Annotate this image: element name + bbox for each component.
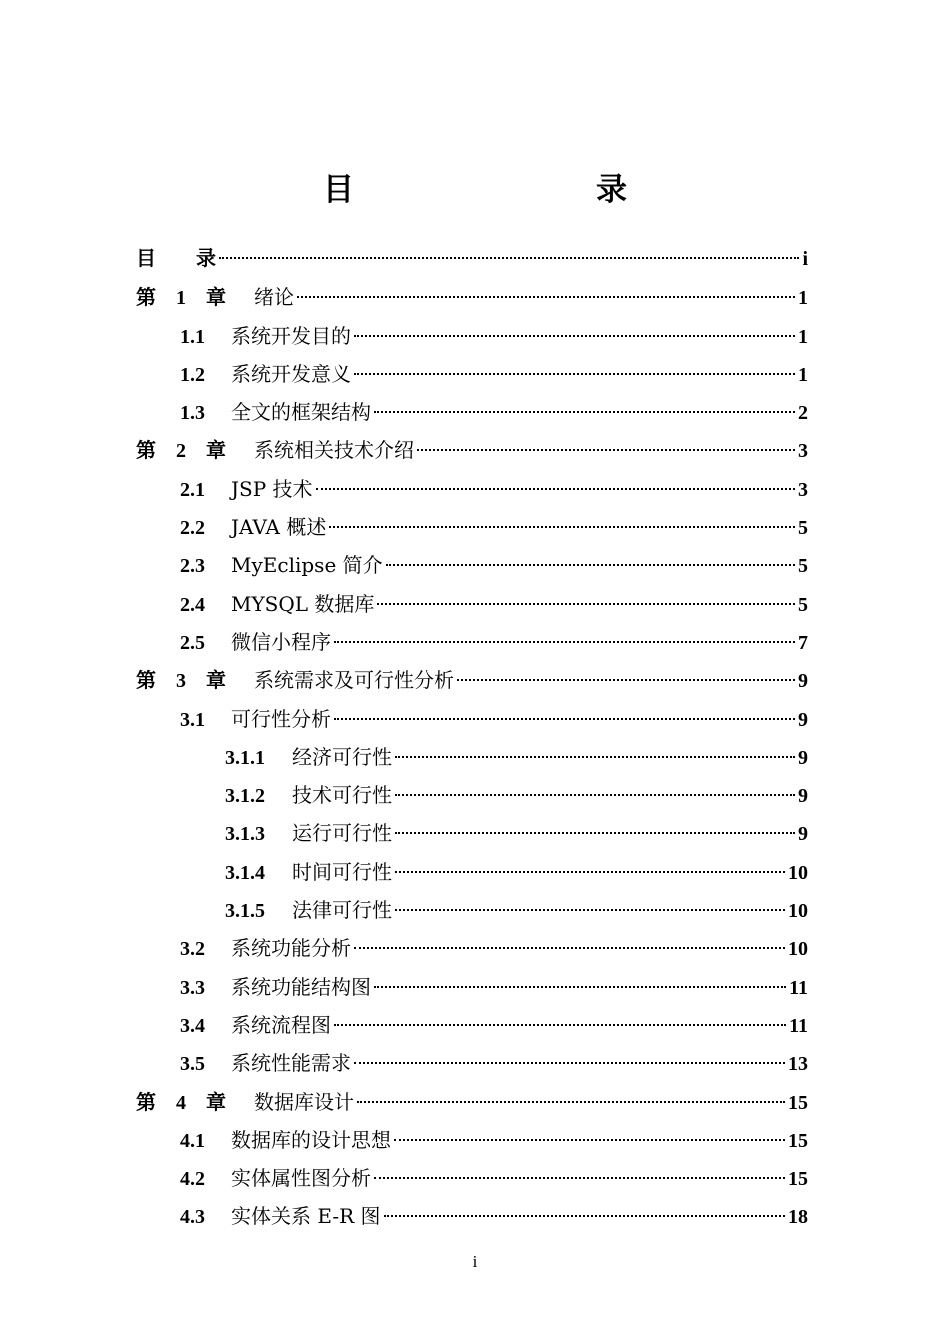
toc-entry-number: 3.1.5 xyxy=(225,900,265,923)
dot-leader xyxy=(384,1215,785,1217)
toc-entry[interactable] xyxy=(136,317,808,355)
toc-entry-number: 1.2 xyxy=(180,363,205,386)
toc-entry-title: 系统需求及可行性分析 xyxy=(254,668,454,693)
dot-leader xyxy=(386,564,795,566)
dot-leader xyxy=(297,296,795,298)
toc-entry-page: 5 xyxy=(798,555,808,578)
toc-entry-number: 3.2 xyxy=(180,938,205,961)
toc-entry-page: 3 xyxy=(798,478,808,501)
toc-entry[interactable] xyxy=(136,738,808,776)
toc-entry-page: 1 xyxy=(798,363,808,386)
toc-entry-title: 系统相关技术介绍 xyxy=(254,438,414,463)
toc-entry-page: 9 xyxy=(798,785,808,808)
toc-entry-title: 全文的框架结构 xyxy=(231,400,371,425)
toc-entry[interactable] xyxy=(136,776,808,814)
toc-entry-title: 微信小程序 xyxy=(231,629,331,654)
toc-entry[interactable] xyxy=(136,1121,808,1159)
toc-entry-number: 1.3 xyxy=(180,402,205,425)
toc-entry-page: 3 xyxy=(798,440,808,463)
toc-entry-title: 时间可行性 xyxy=(292,859,392,884)
toc-entry[interactable] xyxy=(136,1159,808,1197)
toc-entry[interactable] xyxy=(136,585,808,623)
toc-entry-number: 3.1.1 xyxy=(225,746,265,769)
toc-entry-number: 3.1.3 xyxy=(225,823,265,846)
toc-entry-number: 3.5 xyxy=(180,1053,205,1076)
toc-entry-title: 绪论 xyxy=(254,285,294,310)
dot-leader xyxy=(417,449,795,451)
toc-entry-title: 实体关系 E-R 图 xyxy=(231,1204,381,1229)
toc-entry-page: i xyxy=(802,248,808,270)
toc-entry[interactable] xyxy=(136,814,808,852)
dot-leader xyxy=(395,794,795,796)
toc-entry[interactable] xyxy=(136,240,808,278)
dot-leader xyxy=(357,1101,785,1103)
dot-leader xyxy=(457,679,795,681)
toc-entry[interactable] xyxy=(136,355,808,393)
toc-entry-page: 11 xyxy=(789,1014,808,1037)
toc-entry-number: 1.1 xyxy=(180,325,205,348)
toc-entry-page: 2 xyxy=(798,402,808,425)
dot-leader xyxy=(334,1024,786,1026)
toc-entry-number: 第 3 章 xyxy=(136,670,226,693)
toc-entry[interactable] xyxy=(136,508,808,546)
toc-entry-title: 法律可行性 xyxy=(292,898,392,923)
toc-entry-page: 9 xyxy=(798,746,808,769)
toc-entry[interactable] xyxy=(136,546,808,584)
toc-entry[interactable] xyxy=(136,278,808,316)
toc-entry-title: JSP 技术 xyxy=(231,476,313,501)
dot-leader xyxy=(354,1062,785,1064)
toc-entry[interactable] xyxy=(136,431,808,469)
toc-entry-title: 实体属性图分析 xyxy=(231,1166,371,1191)
dot-leader xyxy=(395,832,795,834)
dot-leader xyxy=(394,1139,785,1141)
dot-leader xyxy=(316,488,795,490)
toc-entry-title: 可行性分析 xyxy=(231,706,331,731)
toc-entry-number: 2.4 xyxy=(180,593,205,616)
toc-entry-title: 系统流程图 xyxy=(231,1012,331,1037)
toc-entry-page: 9 xyxy=(798,708,808,731)
toc-entry[interactable] xyxy=(136,1083,808,1121)
dot-leader xyxy=(354,335,795,337)
toc-entry-page: 13 xyxy=(788,1053,808,1076)
toc-entry-title: 数据库的设计思想 xyxy=(231,1127,391,1152)
toc-entry-number: 3.1.4 xyxy=(225,861,265,884)
toc-entry-page: 15 xyxy=(788,1091,808,1114)
toc-entry[interactable] xyxy=(136,929,808,967)
toc-entry[interactable] xyxy=(136,891,808,929)
toc-title: 目 录 xyxy=(323,172,687,208)
toc-entry-title: JAVA 概述 xyxy=(231,515,327,540)
toc-entry-title: 系统开发目的 xyxy=(231,323,351,348)
dot-leader xyxy=(377,603,795,605)
toc-entry[interactable] xyxy=(136,1006,808,1044)
toc-entry-number: 3.1 xyxy=(180,708,205,731)
toc-entry[interactable] xyxy=(136,1197,808,1235)
toc-entry-number: 2.2 xyxy=(180,517,205,540)
toc-entry[interactable] xyxy=(136,661,808,699)
toc-entry-page: 1 xyxy=(798,325,808,348)
toc-entry-page: 5 xyxy=(798,517,808,540)
toc-entry-number: 2.5 xyxy=(180,631,205,654)
toc-entry-page: 9 xyxy=(798,670,808,693)
toc-entry-number: 目 录 xyxy=(136,248,216,270)
toc-entry-page: 15 xyxy=(788,1168,808,1191)
toc-entry[interactable] xyxy=(136,623,808,661)
dot-leader xyxy=(395,871,785,873)
toc-entry[interactable] xyxy=(136,853,808,891)
dot-leader xyxy=(354,373,795,375)
toc-entry-title: 技术可行性 xyxy=(292,783,392,808)
dot-leader xyxy=(374,411,795,413)
toc-entry-page: 10 xyxy=(788,861,808,884)
toc-entry-page: 15 xyxy=(788,1129,808,1152)
toc-entry-title: 经济可行性 xyxy=(292,744,392,769)
toc-entry-page: 18 xyxy=(788,1206,808,1229)
toc-entry-number: 4.1 xyxy=(180,1129,205,1152)
toc-entry[interactable] xyxy=(136,1044,808,1082)
toc-entry-title: 系统功能分析 xyxy=(231,936,351,961)
toc-entry-number: 第 4 章 xyxy=(136,1091,226,1114)
toc-entry-title: 数据库设计 xyxy=(254,1089,354,1114)
toc-entry[interactable] xyxy=(136,393,808,431)
toc-list xyxy=(136,240,808,1236)
toc-entry-number: 4.3 xyxy=(180,1206,205,1229)
toc-entry-title: MyEclipse 简介 xyxy=(231,553,383,578)
toc-entry-number: 第 1 章 xyxy=(136,287,226,310)
toc-entry-number: 2.3 xyxy=(180,555,205,578)
dot-leader xyxy=(395,909,785,911)
toc-entry-number: 2.1 xyxy=(180,478,205,501)
toc-entry-page: 7 xyxy=(798,631,808,654)
toc-entry-page: 11 xyxy=(789,976,808,999)
toc-entry-number: 第 2 章 xyxy=(136,440,226,463)
toc-entry-title: 运行可行性 xyxy=(292,821,392,846)
toc-entry-page: 10 xyxy=(788,938,808,961)
toc-entry-title: 系统性能需求 xyxy=(231,1051,351,1076)
toc-entry-page: 10 xyxy=(788,900,808,923)
toc-entry-page: 5 xyxy=(798,593,808,616)
toc-entry-number: 4.2 xyxy=(180,1168,205,1191)
toc-entry-title: MYSQL 数据库 xyxy=(231,591,375,616)
dot-leader xyxy=(374,986,786,988)
dot-leader xyxy=(329,526,795,528)
page-number-footer: i xyxy=(472,1252,478,1271)
dot-leader xyxy=(374,1177,785,1179)
dot-leader xyxy=(334,718,795,720)
toc-entry[interactable] xyxy=(136,470,808,508)
toc-entry[interactable] xyxy=(136,700,808,738)
toc-entry-page: 1 xyxy=(798,287,808,310)
dot-leader xyxy=(334,641,795,643)
toc-entry-title: 系统功能结构图 xyxy=(231,974,371,999)
toc-entry-page: 9 xyxy=(798,823,808,846)
dot-leader xyxy=(219,257,799,259)
dot-leader xyxy=(395,756,795,758)
toc-entry[interactable] xyxy=(136,968,808,1006)
dot-leader xyxy=(354,947,785,949)
toc-entry-number: 3.4 xyxy=(180,1014,205,1037)
toc-entry-title: 系统开发意义 xyxy=(231,361,351,386)
toc-entry-number: 3.3 xyxy=(180,976,205,999)
toc-entry-number: 3.1.2 xyxy=(225,785,265,808)
